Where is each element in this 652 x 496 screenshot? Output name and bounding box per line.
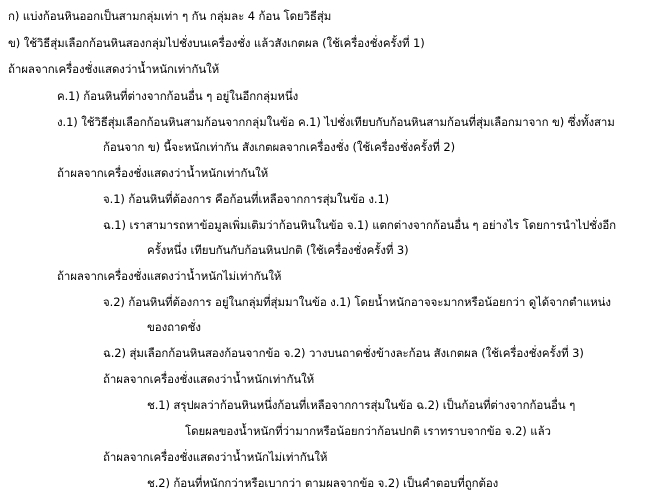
condition-equal-line: ถ้าผลจากเครื่องชั่งแสดงว่าน้ำหนักเท่ากันให้ xyxy=(8,62,220,76)
step-g1-continuation: โดยผลของน้ำหนักที่ว่ามากหรือน้อยกว่าก้อนปกติ เราทราบจากข้อ จ.2) แล้ว xyxy=(185,424,551,438)
step-e2-line: จ.2) ก้อนหินที่ต้องการ อยู่ในกลุ่มที่สุ่มมาในข้อ ง.1) โดยน้ำหนักอาจจะมากหรือน้อยกว่า ดูได้จากตำแหน่ง xyxy=(103,295,611,309)
step-f1-line: ฉ.1) เราสามารถหาข้อมูลเพิ่มเติมว่าก้อนหินในข้อ จ.1) แตกต่างจากก้อนอื่น ๆ อย่างไร โดยการนำไปชั่งอีก xyxy=(103,218,617,232)
step-d1-continuation: ก้อนจาก ข) นี้จะหนักเท่ากัน สังเกตผลจากเครื่องชั่ง (ใช้เครื่องชั่งครั้งที่ 2) xyxy=(103,140,455,154)
step-f2-line: ฉ.2) สุ่มเลือกก้อนหินสองก้อนจากข้อ จ.2) วางบนถาดชั่งข้างละก้อน สังเกตผล (ใช้เครื่องชั่งครั้งที่ 3) xyxy=(103,346,584,360)
condition-unequal-line-2: ถ้าผลจากเครื่องชั่งแสดงว่าน้ำหนักไม่เท่ากันให้ xyxy=(103,450,328,464)
step-c1-line: ค.1) ก้อนหินที่ต่างจากก้อนอื่น ๆ อยู่ในอีกกลุ่มหนึ่ง xyxy=(57,89,299,103)
condition-unequal-line: ถ้าผลจากเครื่องชั่งแสดงว่าน้ำหนักไม่เท่ากันให้ xyxy=(57,269,282,283)
step-a-line: ก) แบ่งก้อนหินออกเป็นสามกลุ่มเท่า ๆ กัน กลุ่มละ 4 ก้อน โดยวิธีสุ่ม xyxy=(8,9,332,23)
step-f1-continuation: ครั้งหนึ่ง เทียบกันกับก้อนหินปกติ (ใช้เครื่องชั่งครั้งที่ 3) xyxy=(147,243,409,257)
condition-equal-line-3: ถ้าผลจากเครื่องชั่งแสดงว่าน้ำหนักเท่ากันให้ xyxy=(103,372,315,386)
step-g2-line: ช.2) ก้อนที่หนักกว่าหรือเบากว่า ตามผลจากข้อ จ.2) เป็นคำตอบที่ถูกต้อง xyxy=(147,476,499,490)
step-g1-line: ช.1) สรุปผลว่าก้อนหินหนึ่งก้อนที่เหลือจากการสุ่มในข้อ ฉ.2) เป็นก้อนที่ต่างจากก้อนอื่น ๆ xyxy=(147,398,576,412)
step-d1-line: ง.1) ใช้วิธีสุ่มเลือกก้อนหินสามก้อนจากกลุ่มในข้อ ค.1) ไปชั่งเทียบกับก้อนหินสามก้อนที่สุ่มเลือกมาจาก ข) ซึ่งทั้งสาม xyxy=(57,115,615,129)
step-e1-line: จ.1) ก้อนหินที่ต้องการ คือก้อนที่เหลือจากการสุ่มในข้อ ง.1) xyxy=(103,192,390,206)
condition-equal-line-2: ถ้าผลจากเครื่องชั่งแสดงว่าน้ำหนักเท่ากันให้ xyxy=(57,166,269,180)
step-b-line: ข) ใช้วิธีสุ่มเลือกก้อนหินสองกลุ่มไปชั่งบนเครื่องชั่ง แล้วสังเกตผล (ใช้เครื่องชั่งครั้งที่ 1) xyxy=(8,36,425,50)
step-e2-continuation: ของถาดชั่ง xyxy=(147,320,201,334)
